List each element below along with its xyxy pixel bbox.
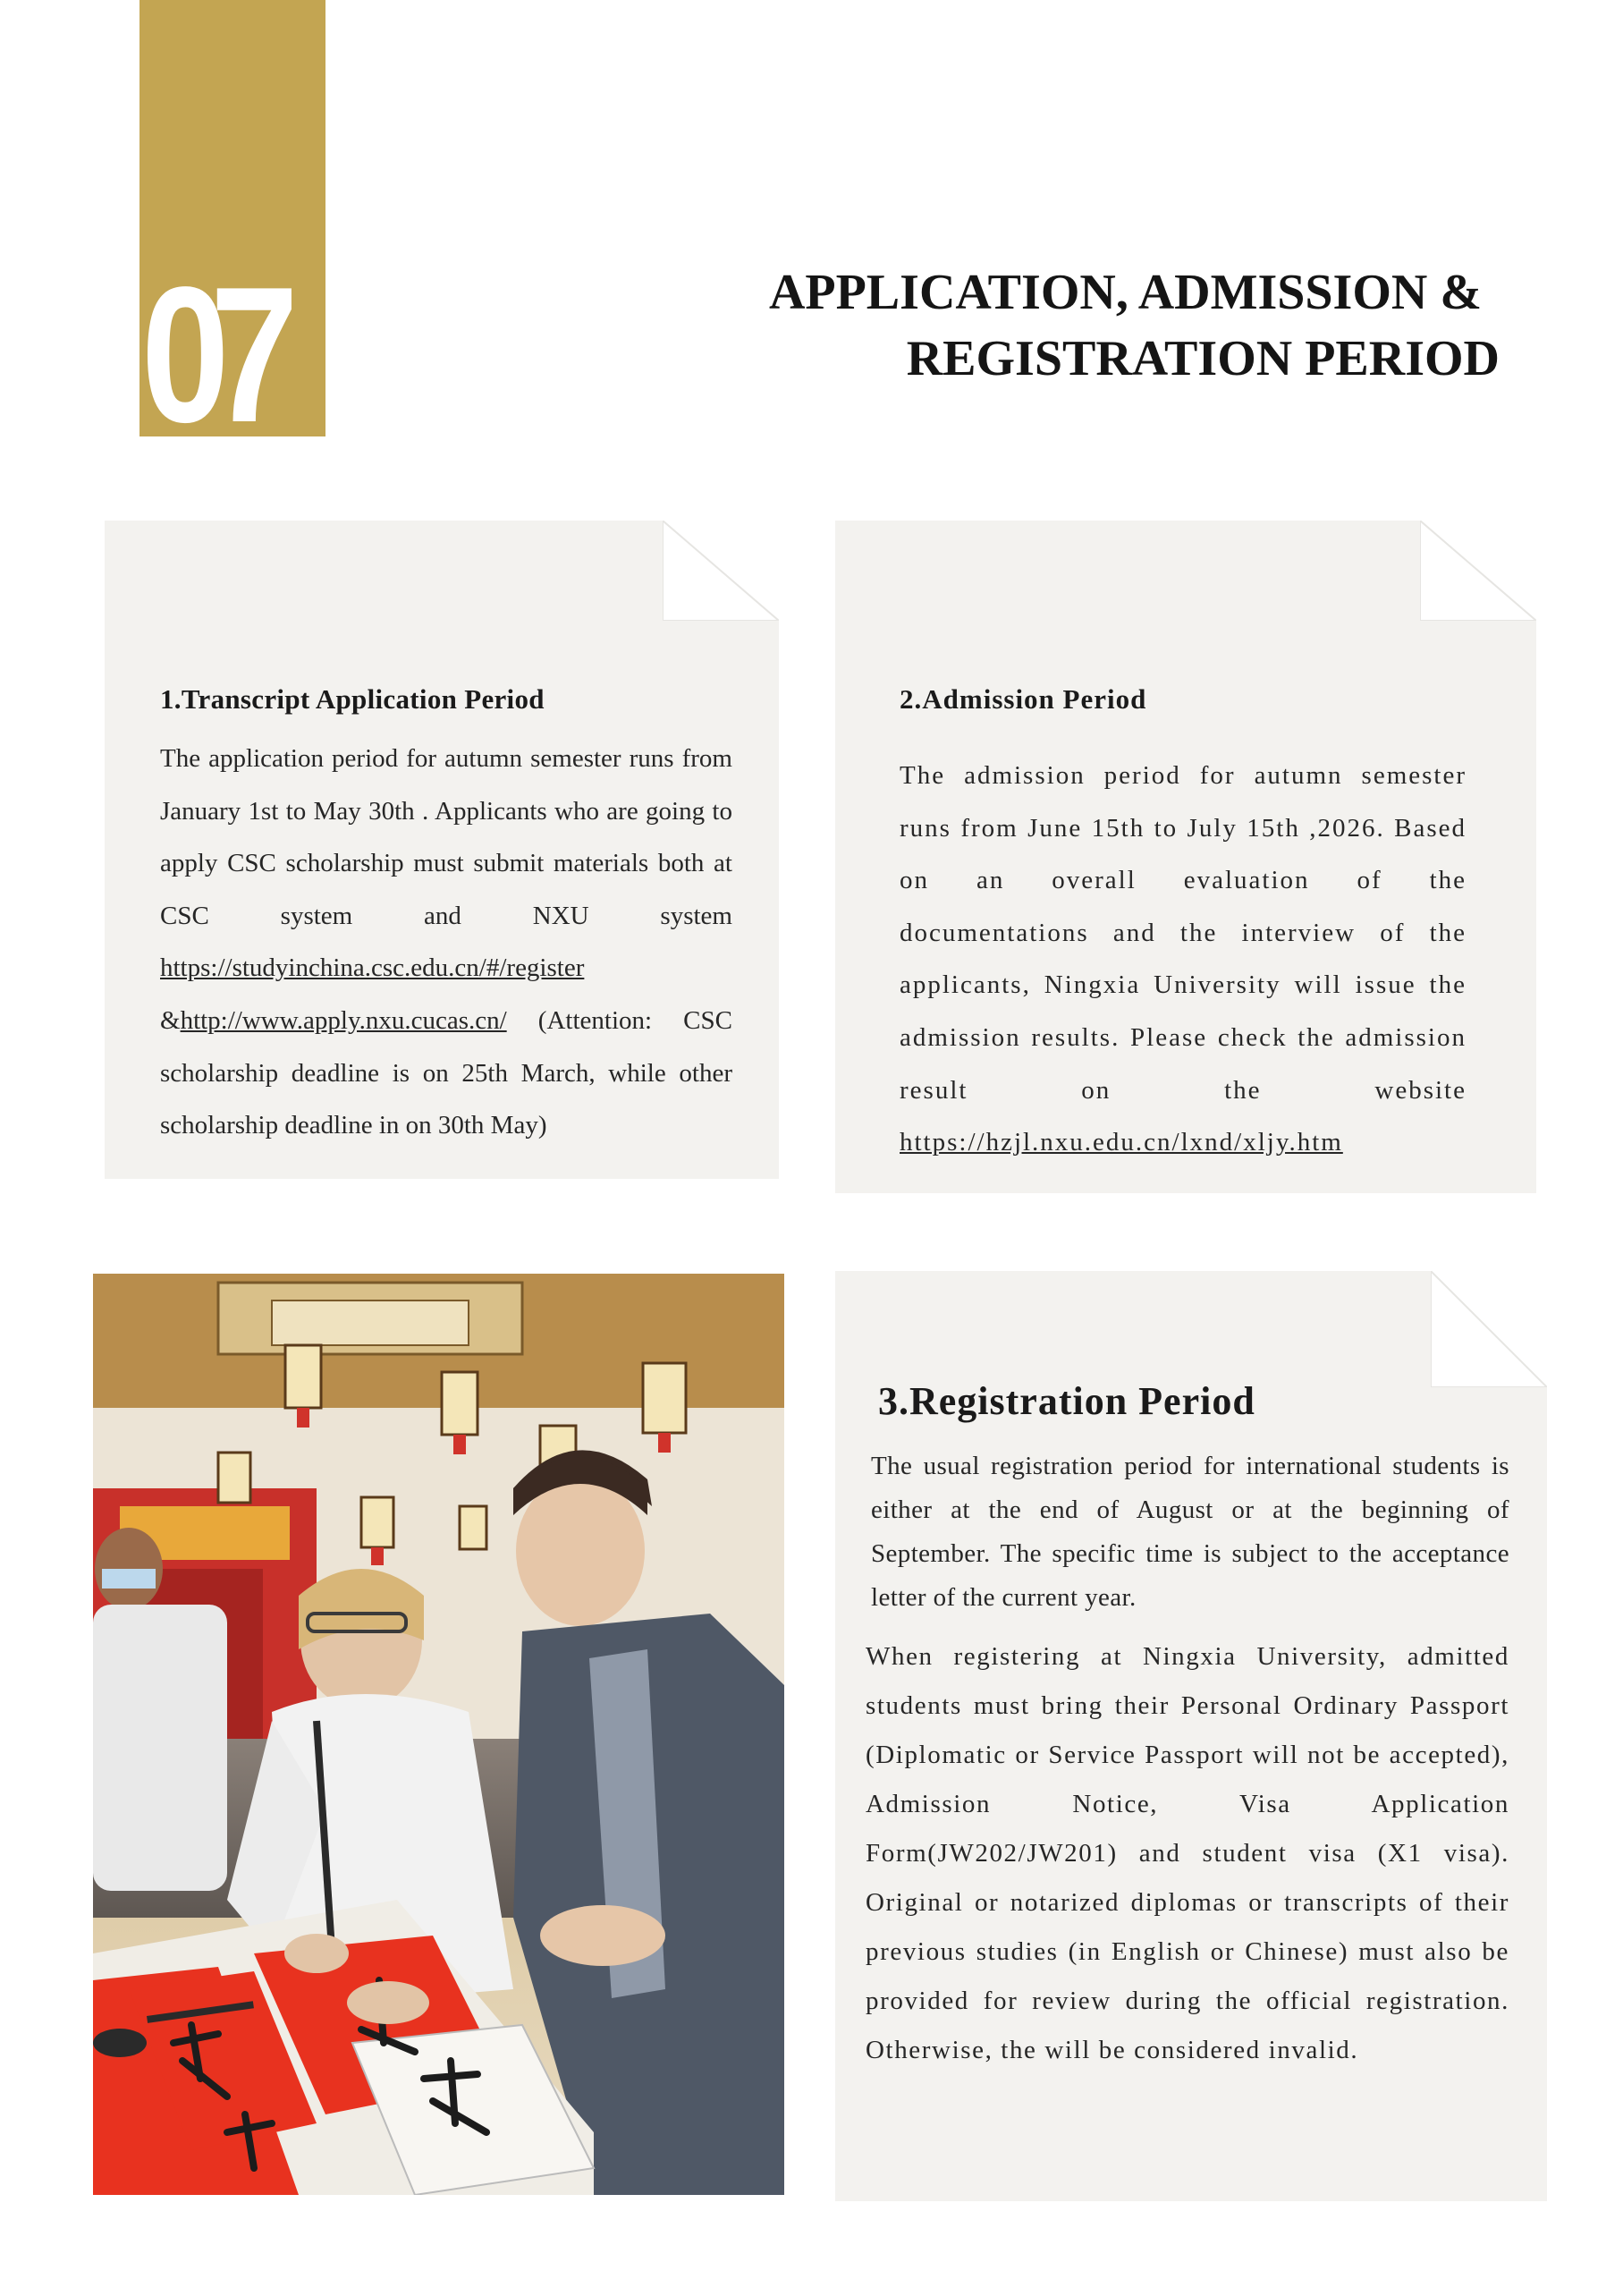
transcript-text-part1: The application period for autumn semester runs from January 1st to May 30th . Applicants who are going to apply CSC scholarship must submit materials both at CSC system and NXU system: [160, 744, 732, 930]
amp-text: &: [160, 1005, 181, 1035]
transcript-period-text: [160, 733, 732, 1152]
section-number: 07: [141, 246, 280, 436]
transcript-period-heading: 1.Transcript Application Period: [160, 683, 545, 715]
registration-period-card: [835, 1271, 1547, 2201]
admission-period-heading: 2.Admission Period: [900, 683, 1147, 715]
registration-paragraph-2: When registering at Ningxia University, admitted students must bring their Personal Ordinary Passport (Diplomatic or Service Passport will not be accepted), Admission Notice, Visa Application Form(JW202/JW201) and student visa (X1 visa). Original or notarized diplomas or transcripts of their previous studies (in English or Chinese) must also be provided for review during the official registration. Otherwise, the will be considered invalid.: [866, 1642, 1509, 2064]
page-fold-icon: [1420, 521, 1536, 621]
page-title-line1: APPLICATION, ADMISSION &: [768, 265, 1482, 320]
transcript-text-part2: (Attention: CSC scholarship deadline is on 25th March, while other scholarship deadline in on 30th May): [160, 1005, 732, 1140]
admission-text: The admission period for autumn semester runs from June 15th to July 15th ,2026. Based on an overall evaluation of the documentations and the interview of the applicants, Ningxia University will issue the admission results. Please check the admission result on the website: [900, 761, 1467, 1105]
section-number-block: [139, 0, 325, 436]
admission-period-card: [835, 521, 1536, 1193]
admission-period-text: [900, 750, 1467, 1169]
nxu-apply-link[interactable]: http://www.apply.nxu.cucas.cn/: [180, 1005, 507, 1035]
registration-period-heading: 3.Registration Period: [878, 1379, 1255, 1423]
page-title-line2: REGISTRATION PERIOD: [906, 331, 1500, 386]
calligraphy-photo: [93, 1274, 784, 2195]
calligraphy-scene-image: [93, 1274, 784, 2195]
admission-result-link[interactable]: https://hzjl.nxu.edu.cn/lxnd/xljy.htm: [900, 1128, 1343, 1157]
registration-paragraph-1: The usual registration period for international students is either at the end of August or at the beginning of September. The specific time is subject to the acceptance letter of the current year.: [871, 1452, 1509, 1612]
page-fold-icon: [663, 521, 779, 621]
transcript-period-card: [105, 521, 779, 1179]
page-title: [695, 259, 1500, 392]
page-fold-icon: [1431, 1271, 1547, 1387]
csc-register-link[interactable]: https://studyinchina.csc.edu.cn/#/register: [160, 953, 585, 983]
